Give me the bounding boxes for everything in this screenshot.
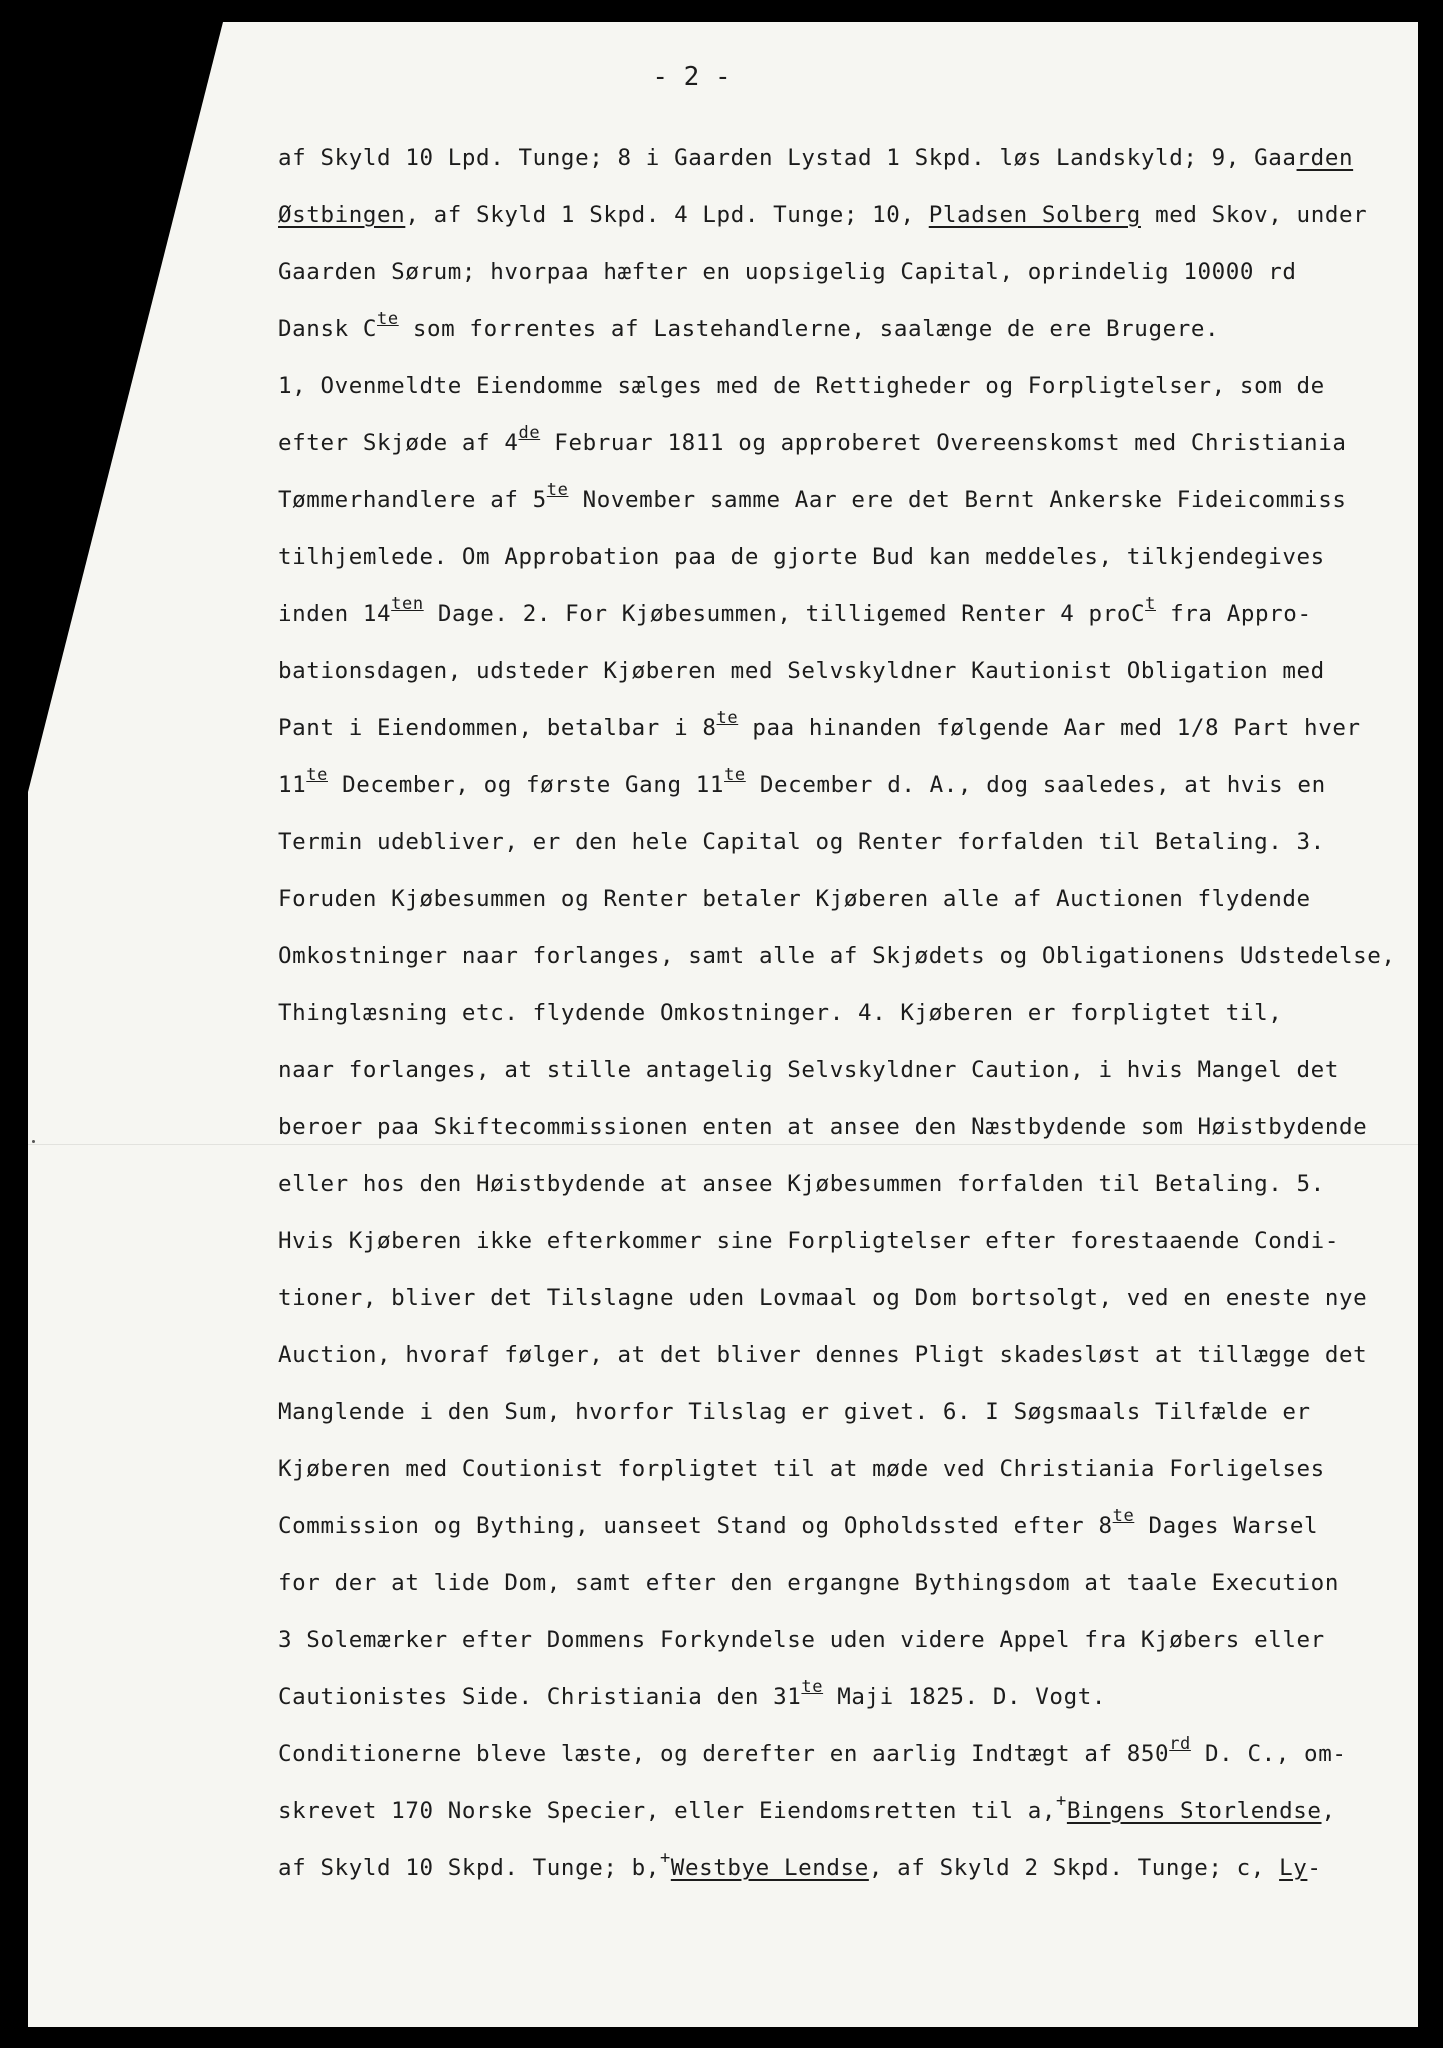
text-line: bationsdagen, udsteder Kjøberen med Selvskyldner Kautionist Obligation med	[278, 658, 1325, 684]
text-line: Auction, hvoraf følger, at det bliver dennes Pligt skadesløst at tillægge det	[278, 1342, 1368, 1368]
text-line: Dansk $C^{te}$ som forrentes af Lastehandlerne, saalænge de ere Brugere.	[278, 309, 1220, 342]
text-line: efter Skjøde af 4de Februar 1811 og approberet Overeenskomst med Christiania	[278, 423, 1347, 456]
text-line: Foruden Kjøbesummen og Renter betaler Kjøberen alle af Auctionen flydende	[278, 886, 1311, 912]
text-line: for der at lide Dom, samt efter den ergangne Bythingsdom at taale Execution	[278, 1570, 1339, 1596]
text-line: af Skyld 10 Lpd. Tunge; 8 i Gaarden Lystad 1 Skpd. løs Landskyld; 9, Gaarden	[278, 145, 1354, 171]
text-line: Omkostninger naar forlanges, samt alle af Skjødets og Obligationens Udstedelse,	[278, 943, 1396, 969]
text-line: 3 Solemærker efter Dommens Forkyndelse uden videre Appel fra Kjøbers eller	[278, 1627, 1325, 1653]
text-line: Gaarden Sørum; hvorpaa hæfter en uopsigelig Capital, oprindelig 10000 rd	[278, 259, 1297, 285]
text-line: Pant i Eiendommen, betalbar i $8^{te}$ paa hinanden følgende Aar med 1/8 Part hver	[278, 708, 1361, 741]
text-line: $11^{te}$ December, og første Gang $11^{te}$ December d. A., dog saaledes, at hvis en	[278, 765, 1326, 798]
text-line: beroer paa Skiftecommissionen enten at ansee den Næstbydende som Høistbydende	[278, 1114, 1368, 1140]
text-line: Kjøberen med Coutionist forpligtet til at møde ved Christiania Forligelses	[278, 1456, 1325, 1482]
text-line: skrevet 170 Norske Specier, eller Eiendomsretten til a,+Bingens Storlendse,	[278, 1791, 1336, 1824]
text-line: Cautionistes Side. Christiania den $31^{te}$ Maji 1825. D. Vogt.	[278, 1677, 1107, 1710]
text-line: Østbingen, af Skyld 1 Skpd. 4 Lpd. Tunge; 10, Pladsen Solberg med Skov, under	[278, 202, 1368, 228]
text-line: 1, Ovenmeldte Eiendomme sælges med de Rettigheder og Forpligtelser, som de	[278, 373, 1325, 399]
text-line: naar forlanges, at stille antagelig Selvskyldner Caution, i hvis Mangel det	[278, 1057, 1339, 1083]
text-line: tioner, bliver det Tilslagne uden Lovmaal og Dom bortsolgt, ved en eneste nye	[278, 1285, 1368, 1311]
text-line: Conditionerne bleve læste, og derefter en aarlig Indtægt af 850rd D. C., om-	[278, 1734, 1347, 1767]
text-line: Termin udebliver, er den hele Capital og Renter forfalden til Betaling. 3.	[278, 829, 1325, 855]
text-line: tilhjemlede. Om Approbation paa de gjorte Bud kan meddeles, tilkjendegives	[278, 544, 1325, 570]
text-line: Thinglæsning etc. flydende Omkostninger. 4. Kjøberen er forpligtet til,	[278, 1000, 1283, 1026]
text-line: eller hos den Høistbydende at ansee Kjøbesummen forfalden til Betaling. 5.	[278, 1171, 1325, 1197]
text-line: Tømmerhandlere af $5^{te}$ November samme Aar ere det Bernt Ankerske Fideicommiss	[278, 480, 1347, 513]
text-line: inden $14^{ten}$ Dage. 2. For Kjøbesummen, tilligemed Renter 4 proC$^t$ fra Appro-	[278, 594, 1312, 627]
text-line: Hvis Kjøberen ikke efterkommer sine Forpligtelser efter forestaaende Condi-	[278, 1228, 1339, 1254]
document-body	[278, 130, 1408, 1897]
margin-speck	[32, 1140, 35, 1143]
text-line: af Skyld 10 Skpd. Tunge; b,+Westbye Lendse, af Skyld 2 Skpd. Tunge; c, Ly-	[278, 1848, 1322, 1881]
text-line: Commission og Bything, uanseet Stand og Opholdssted efter $8^{te}$ Dages Warsel	[278, 1506, 1319, 1539]
page-number: - 2 -	[652, 62, 731, 92]
text-line: Manglende i den Sum, hvorfor Tilslag er givet. 6. I Søgsmaals Tilfælde er	[278, 1399, 1311, 1425]
